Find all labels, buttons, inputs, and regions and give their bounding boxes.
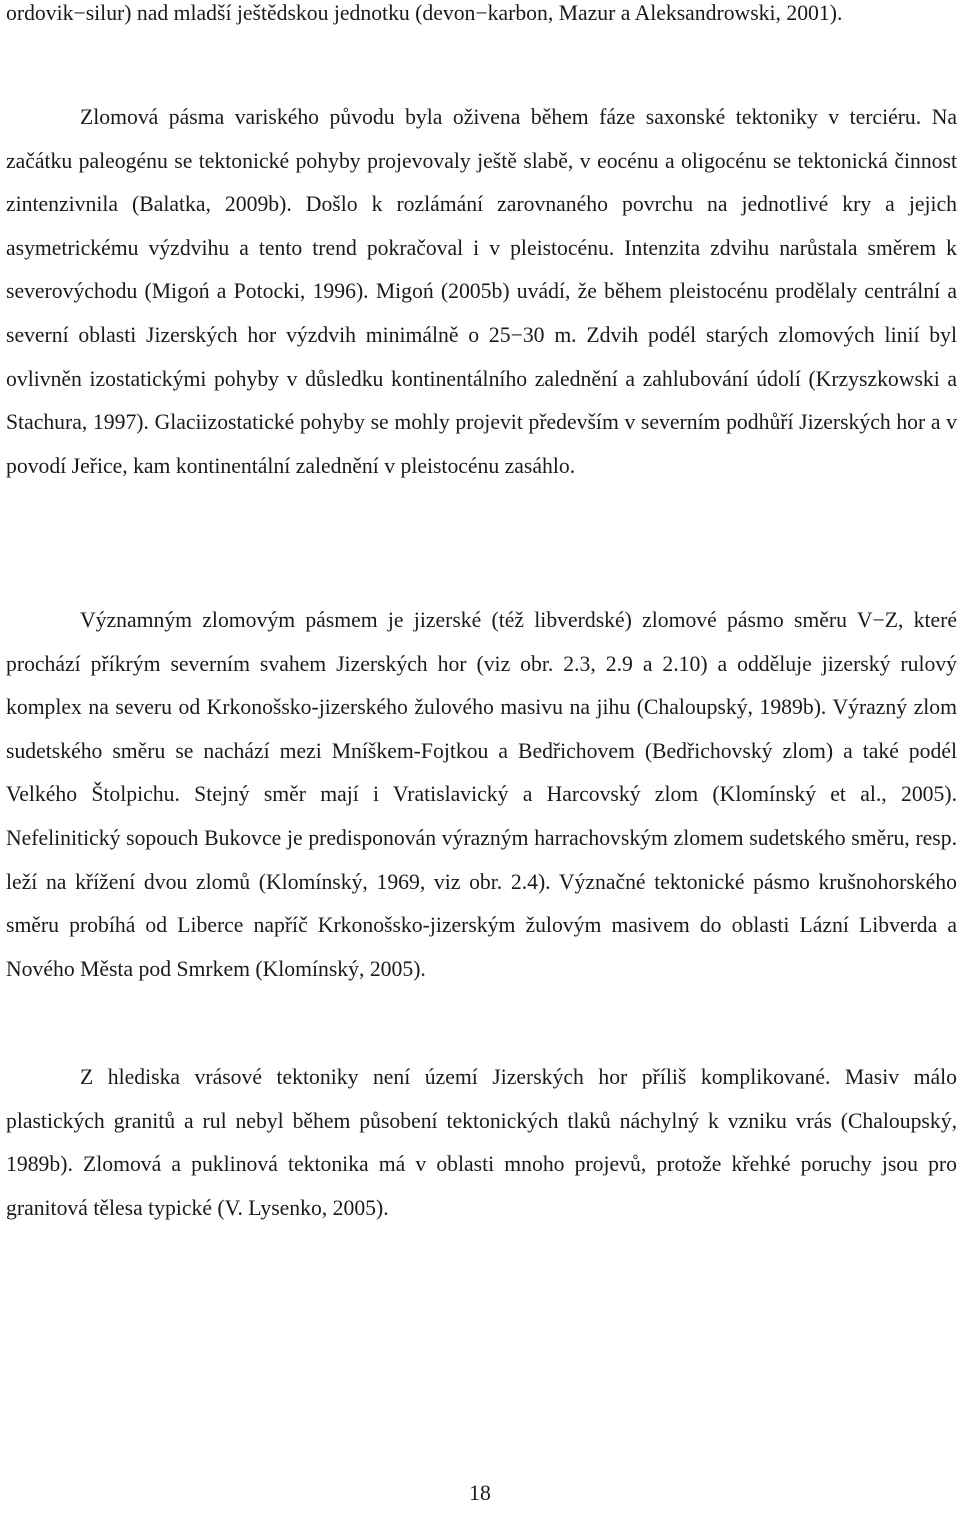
paragraph-fault-zones-revival: Zlomová pásma variského původu byla oživena během fáze saxonské tektoniky v terciéru. Na začátku paleogénu se tektonické pohyby projevovaly ještě slabě, v eocénu a oligocénu se tektonická činnost zintenzivnila (Balatka, 2009b). Došlo k rozlámání zarovnaného povrchu na jednotlivé kry a jejich asymetrickému výzdvihu a tento trend pokračoval i v pleistocénu. Intenzita zdvihu narůstala směrem k severovýchodu (Migoń a Potocki, 1996). Migoń (2005b) uvádí, že během pleistocénu prodělaly centrální a severní oblasti Jizerských hor výzdvih minimálně o 25−30 m. Zdvih podél starých zlomových linií byl ovlivněn izostatickými pohyby v důsledku kontinentálního zalednění a zahlubování údolí (Krzyszkowski a Stachura, 1997). Glaciizostatické pohyby se mohly projevit především v severním podhůří Jizerských hor a v povodí Jeřice, kam kontinentální zalednění v pleistocénu zasáhlo. [6, 105, 957, 478]
paragraph-jizera-fault-zone: Významným zlomovým pásmem je jizerské (též libverdské) zlomové pásmo směru V−Z, které prochází příkrým severním svahem Jizerských hor (viz obr. 2.3, 2.9 a 2.10) a odděluje jizerský rulový komplex na severu od Krkonošsko-jizerského žulového masivu na jihu (Chaloupský, 1989b). Výrazný zlom sudetského směru se nachází mezi Mníškem-Fojtkou a Bedřichovem (Bedřichovský zlom) a také podél Velkého Štolpichu. Stejný směr mají i Vratislavický a Harcovský zlom (Klomínský et al., 2005). Nefelinitický sopouch Bukovce je predisponován výrazným harrachovským zlomem sudetského směru, resp. leží na křížení dvou zlomů (Klomínský, 1969, viz obr. 2.4). Význačné tektonické pásmo krušnohorského směru probíhá od Liberce napříč Krkonošsko-jizerským žulovým masivem do oblasti Lázní Libverda a Nového Města pod Smrkem (Klomínský, 2005). [6, 608, 957, 981]
page-number: 18 [469, 1481, 491, 1505]
paragraph-continuation: ordovik−silur) nad mladší ještědskou jednotku (devon−karbon, Mazur a Aleksandrowski, 2001). [6, 1, 843, 25]
paragraph-fold-tectonics: Z hlediska vrásové tektoniky není území Jizerských hor příliš komplikované. Masiv málo plastických granitů a rul nebyl během působení tektonických tlaků náchylný k vzniku vrás (Chaloupský, 1989b). Zlomová a puklinová tektonika má v oblasti mnoho projevů, protože křehké poruchy jsou pro granitová tělesa typické (V. Lysenko, 2005). [6, 1065, 957, 1220]
document-page [6, 0, 957, 1220]
